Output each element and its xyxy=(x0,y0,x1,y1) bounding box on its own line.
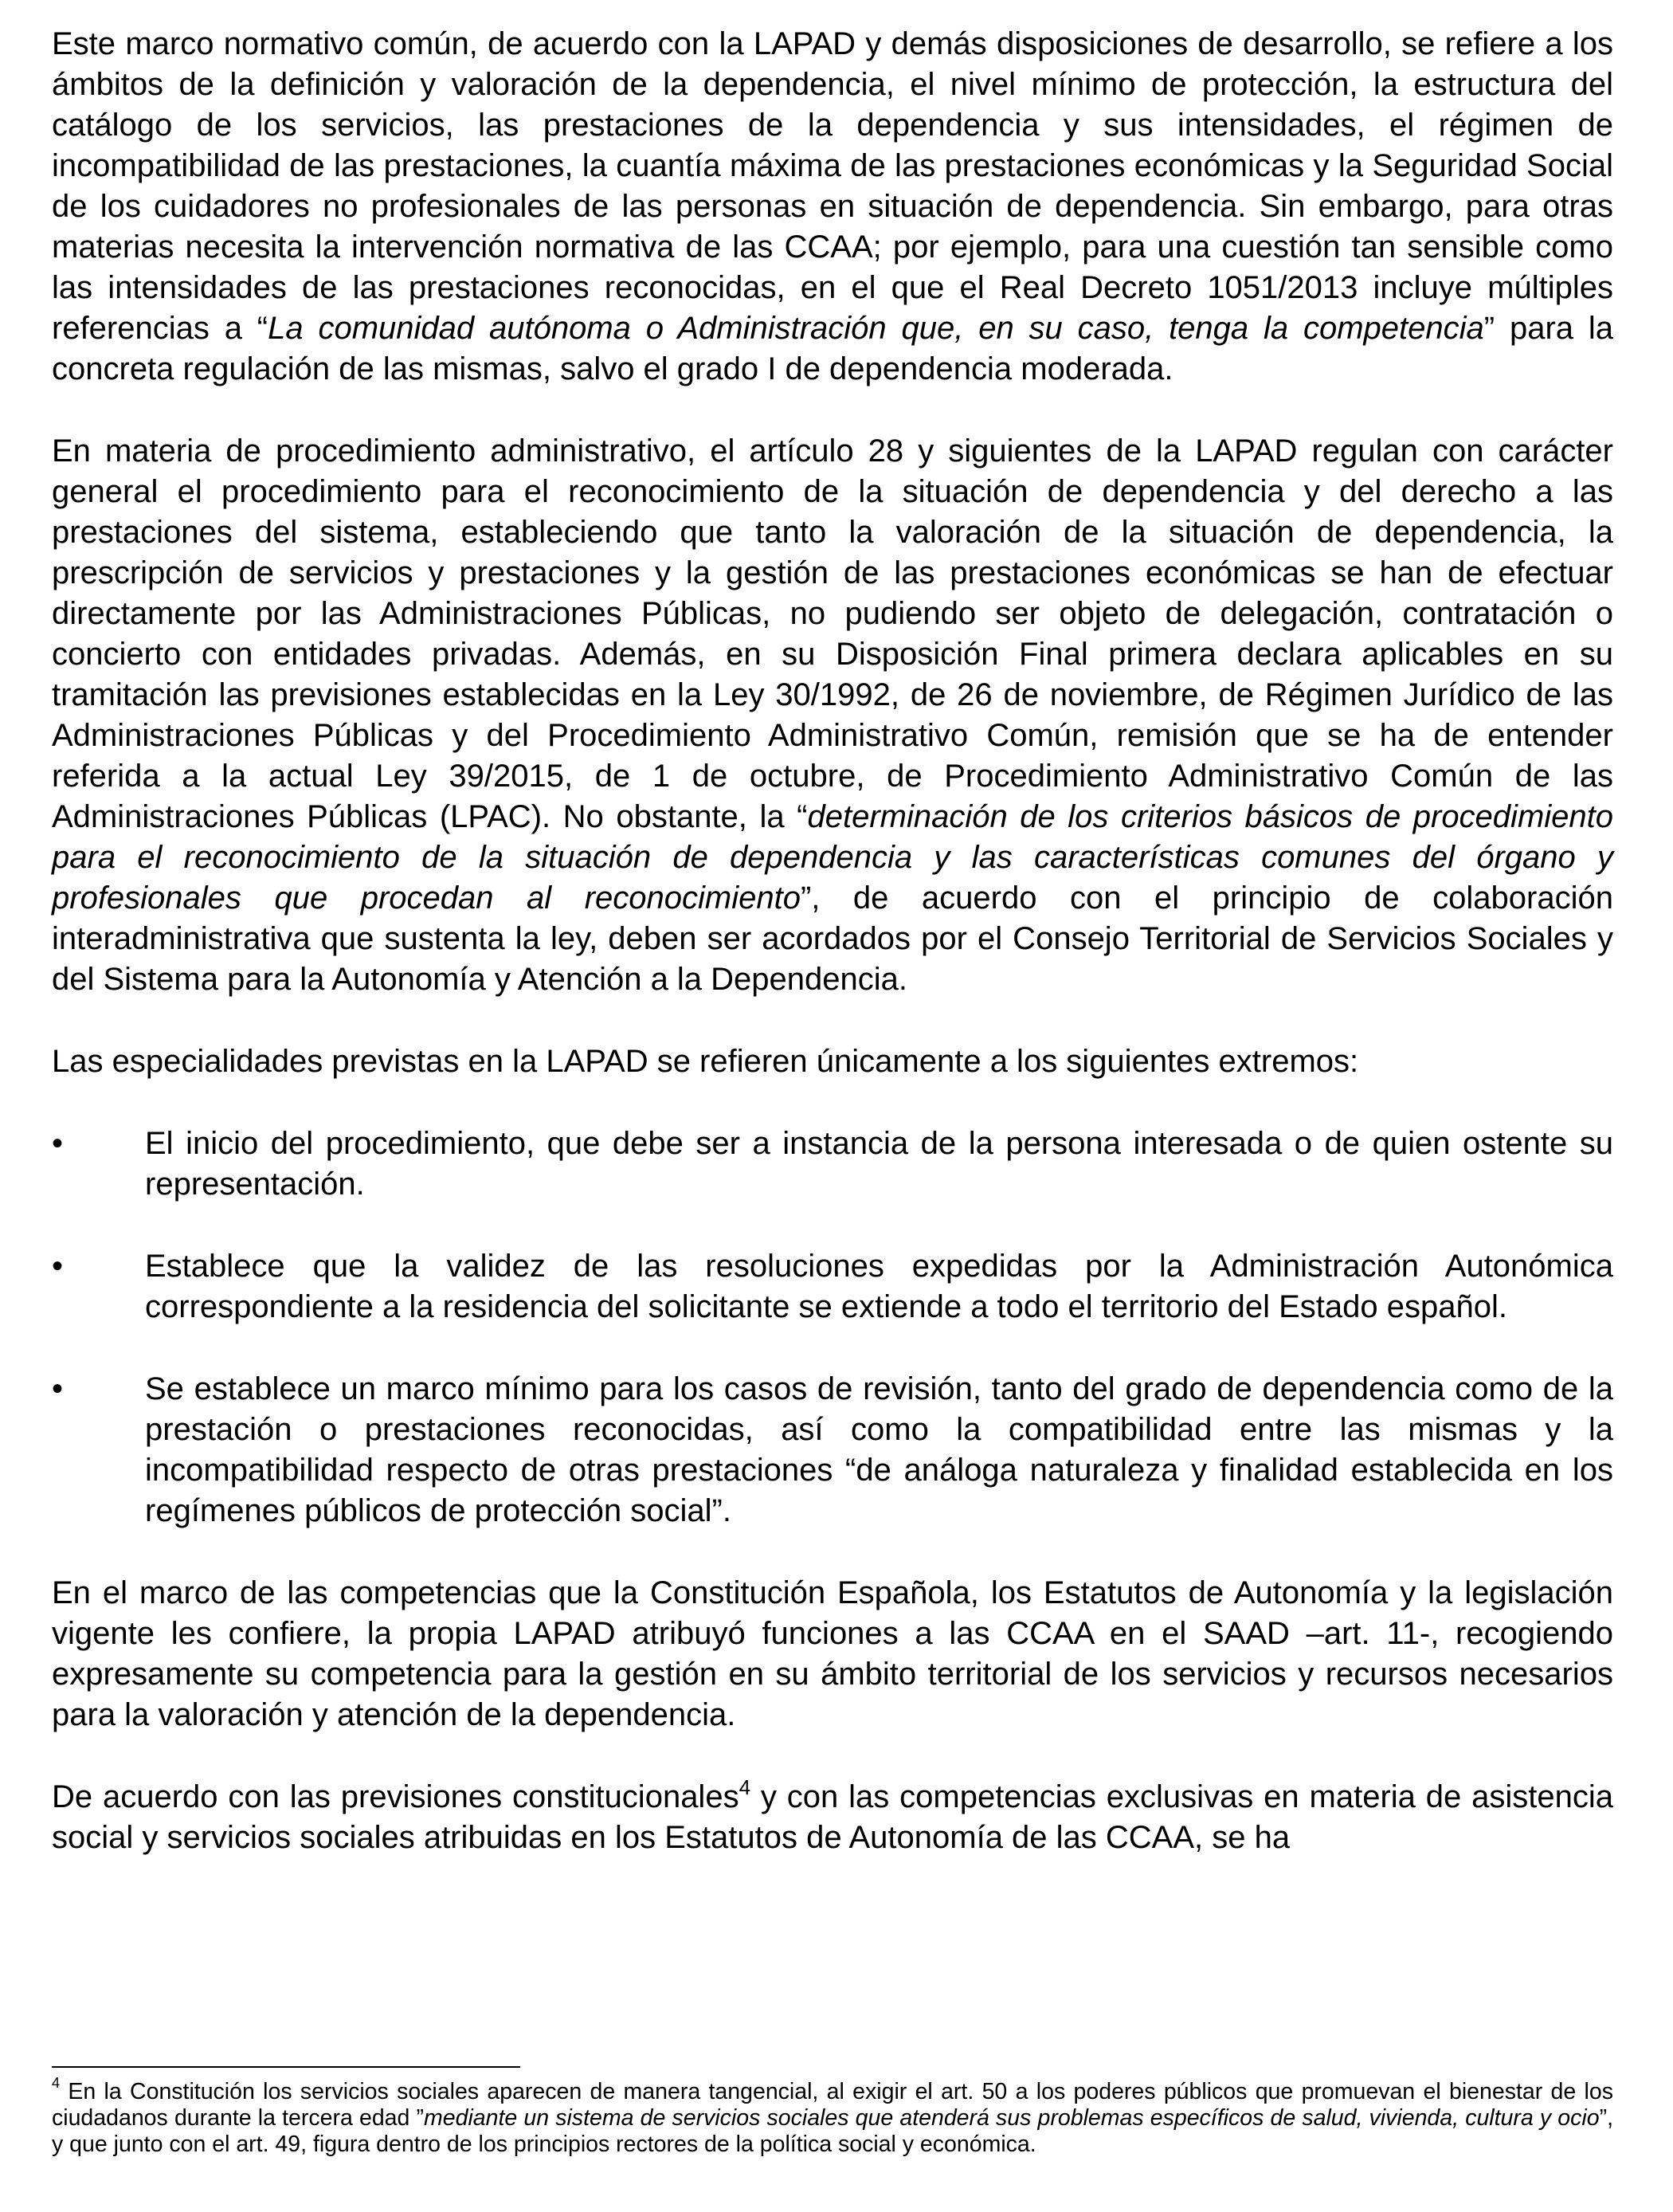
paragraph-normative-framework: Este marco normativo común, de acuerdo con la LAPAD y demás disposiciones de desarrollo, se refiere a los ámbitos de la definición y valoración de la dependencia, el nivel mínimo de protección, la estructura del catálogo de los servicios, las prestaciones de la dependencia y sus intensidades, el régimen de incompatibilidad de las prestaciones, la cuantía máxima de las prestaciones económicas y la Seguridad Social de los cuidadores no profesionales de las personas en situación de dependencia. Sin embargo, para otras materias necesita la intervención normativa de las CCAA; por ejemplo, para una cuestión tan sensible como las intensidades de las prestaciones reconocidas, en el que el Real Decreto 1051/2013 incluye múltiples referencias a “La comunidad autónoma o Administración que, en su caso, tenga la competencia” para la concreta regulación de las mismas, salvo el grado I de dependencia moderada. xyxy=(52,26,1613,386)
document-body xyxy=(52,24,1613,1858)
paragraph-administrative-procedure: En materia de procedimiento administrativo, el artículo 28 y siguientes de la LAPAD regulan con carácter general el procedimiento para el reconocimiento de la situación de dependencia y del derecho a las prestaciones del sistema, estableciendo que tanto la valoración de la situación de dependencia, la prescripción de servicios y prestaciones y la gestión de las prestaciones económicas se han de efectuar directamente por las Administraciones Públicas, no pudiendo ser objeto de delegación, contratación o concierto con entidades privadas. Además, en su Disposición Final primera declara aplicables en su tramitación las previsiones establecidas en la Ley 30/1992, de 26 de noviembre, de Régimen Jurídico de las Administraciones Públicas y del Procedimiento Administrativo Común, remisión que se ha de entender referida a la actual Ley 39/2015, de 1 de octubre, de Procedimiento Administrativo Común de las Administraciones Públicas (LPAC). No obstante, la “determinación de los criterios básicos de procedimiento para el reconocimiento de la situación de dependencia y las características comunes del órgano y profesionales que procedan al reconocimiento”, de acuerdo con el principio de colaboración interadministrativa que sustenta la ley, deben ser acordados por el Consejo Territorial de Servicios Sociales y del Sistema para la Autonomía y Atención a la Dependencia. xyxy=(52,433,1613,997)
footnote-separator xyxy=(52,2066,520,2068)
list-item: • Se establece un marco mínimo para los casos de revisión, tanto del grado de dependencia como de la prestación o prestaciones reconocidas, así como la compatibilidad entre las mismas y la incompatibilidad respecto de otras prestaciones “de análoga naturaleza y finalidad establecida en los regímenes públicos de protección social”. xyxy=(52,1369,1613,1532)
italic-quote-competent-administration: La comunidad autónoma o Administración que, en su caso, tenga la competencia xyxy=(268,311,1484,346)
bullet-icon: • xyxy=(52,1249,64,1284)
footnote: $^4$ En la Constitución los servicios sociales aparecen de manera tangencial, al exigir el art. 50 a los poderes públicos que promuevan el bienestar de los ciudadanos durante la tercera edad ”mediante un sistema de servicios sociales que atenderá sus problemas específicos de salud, vivienda, cultura y ocio”, y que junto con el art. 49, figura dentro de los principios rectores de la política social y económica. xyxy=(52,2074,1614,2157)
bullet-icon: • xyxy=(52,1371,64,1406)
bullet-icon: • xyxy=(52,1126,64,1161)
paragraph-ccaa-competences: En el marco de las competencias que la Constitución Española, los Estatutos de Autonomía y la legislación vigente les confiere, la propia LAPAD atribuyó funciones a las CCAA en el SAAD –art. 11-, recogiendo expresamente su competencia para la gestión en su ámbito territorial de los servicios y recursos necesarios para la valoración y atención de la dependencia. xyxy=(52,1575,1613,1732)
specialties-list xyxy=(52,1124,1613,1532)
italic-quote-basic-criteria: determinación de los criterios básicos de procedimiento para el reconocimiento de la situación de dependencia y las características comunes del órgano y profesionales que procedan al reconocimiento xyxy=(52,799,1613,916)
list-item: • Establece que la validez de las resoluciones expedidas por la Administración Autonómica correspondiente a la residencia del solicitante se extiende a todo el territorio del Estado español. xyxy=(52,1246,1613,1328)
paragraph-specialties-intro: Las especialidades previstas en la LAPAD se refieren únicamente a los siguientes extremos: xyxy=(52,1044,1359,1079)
list-item: • El inicio del procedimiento, que debe ser a instancia de la persona interesada o de quien ostente su representación. xyxy=(52,1124,1613,1205)
italic-quote-social-services-system: mediante un sistema de servicios sociales que atenderá sus problemas específicos de salud, vivienda, cultura y ocio xyxy=(424,2105,1600,2131)
paragraph-constitutional-provisions: De acuerdo con las previsiones constitucionales$^4$ y con las competencias exclusivas en materia de asistencia social y servicios sociales atribuidas en los Estatutos de Autonomía de las CCAA, se ha xyxy=(52,1775,1614,1855)
footnote-reference[interactable]: 4 xyxy=(739,1775,751,1799)
footnote-number: 4 xyxy=(52,2074,61,2091)
